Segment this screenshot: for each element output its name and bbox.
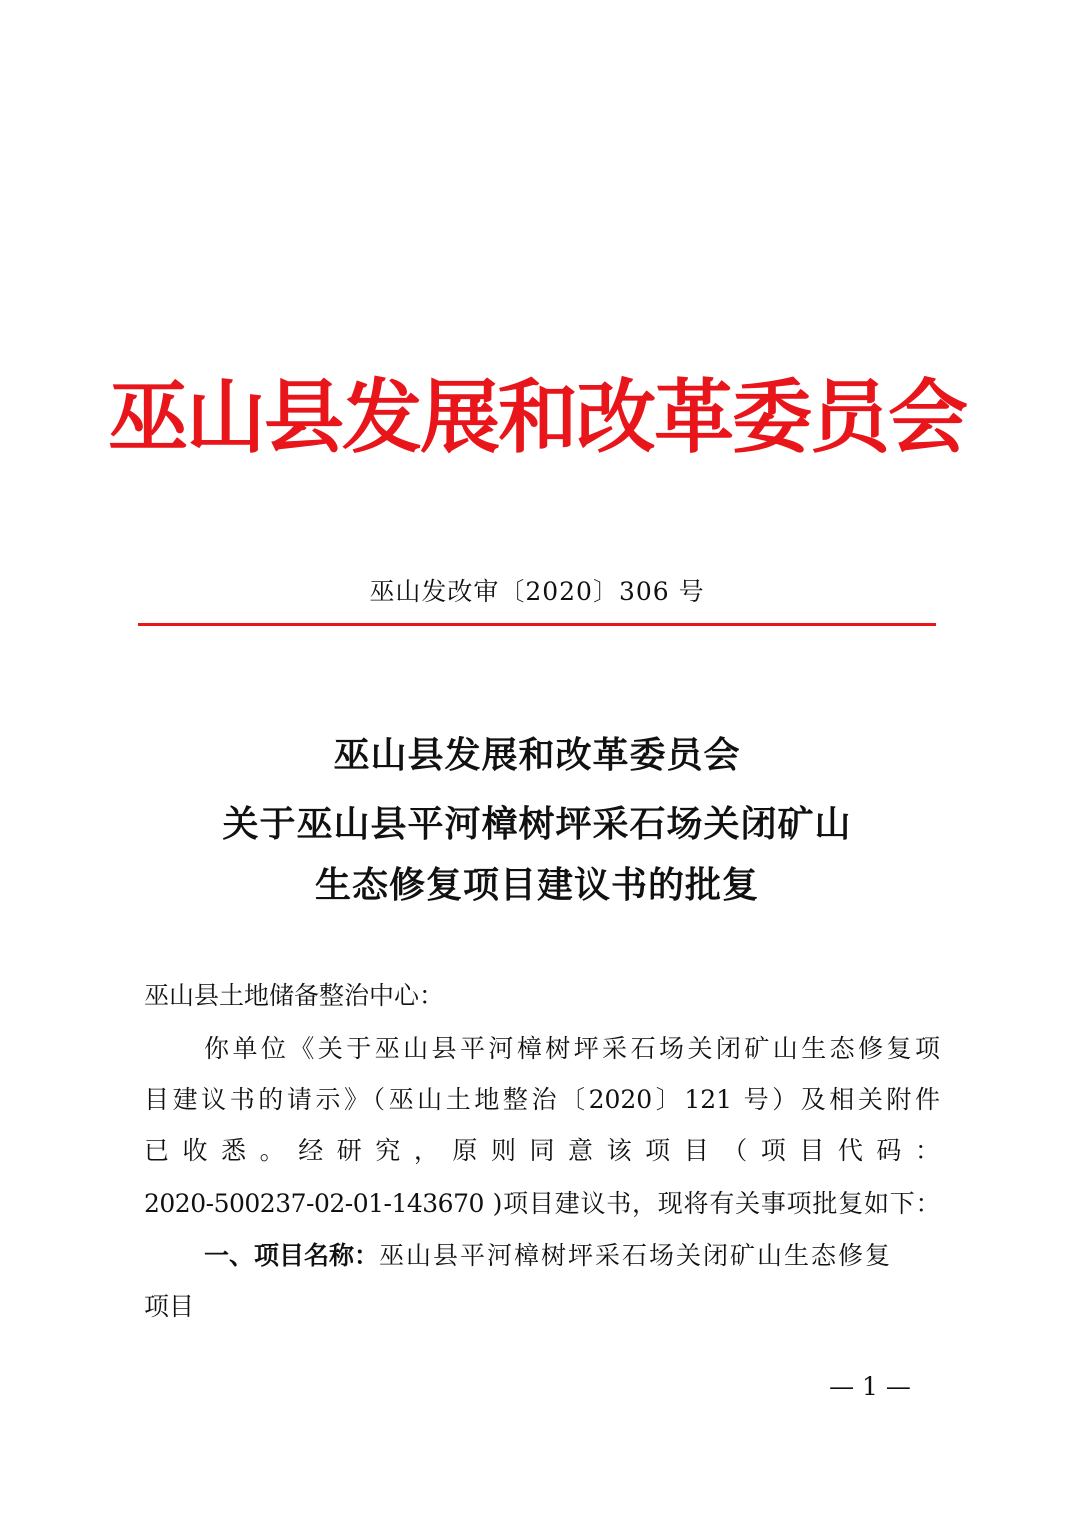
red-divider-line [138,623,936,626]
title-line-2: 关于巫山县平河樟树坪采石场关闭矿山 [222,803,852,845]
document-number: 巫山发改审〔2020〕306 号 [369,577,705,606]
body-paragraph-line: 目建议书的请示》（巫山土地整治〔2020〕121 号）及相关附件 [144,1085,940,1114]
body-paragraph-line: 已收悉。经研究，原则同意该项目（项目代码： [144,1136,940,1165]
item-1-text: 巫山县平河樟树坪采石场关闭矿山生态修复 [379,1241,893,1270]
item-1-heading: 一、项目名称： [204,1241,380,1270]
item-1-continuation: 项目 [144,1292,195,1321]
body-paragraph-line: 你单位《关于巫山县平河樟树坪采石场关闭矿山生态修复项 [204,1034,940,1063]
title-line-1: 巫山县发展和改革委员会 [333,734,741,776]
title-line-3: 生态修复项目建议书的批复 [314,864,759,906]
page-number: — 1 — [829,1372,911,1401]
salutation: 巫山县土地储备整治中心： [144,981,445,1010]
organization-header: 巫山县发展和改革委员会 [108,370,966,464]
item-1-line [204,1239,940,1273]
body-paragraph-line: 2020-500237-02-01-143670 )项目建议书，现将有关事项批复如下： [144,1189,940,1218]
